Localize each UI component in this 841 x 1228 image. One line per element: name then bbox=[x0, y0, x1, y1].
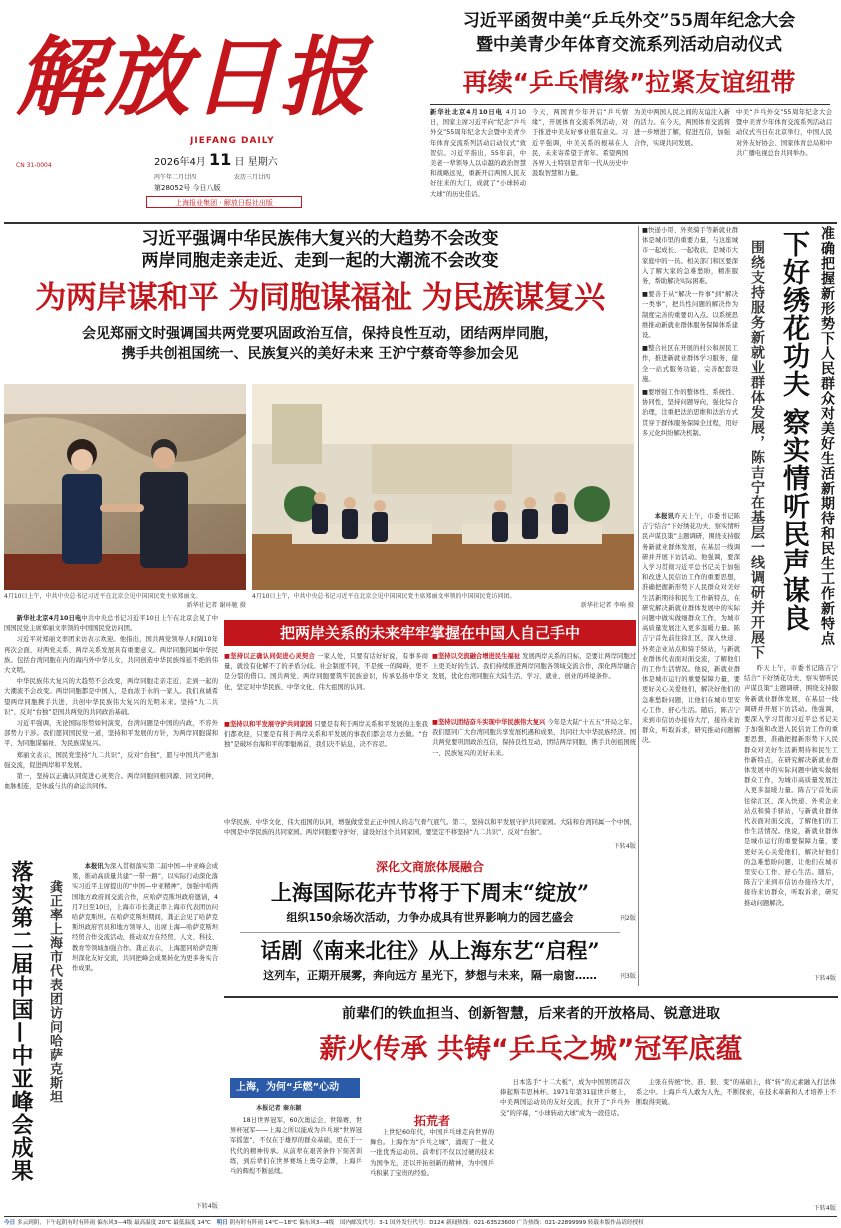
point-2-title: ■坚持以和平发展守护共同家园 bbox=[224, 721, 313, 728]
top-story bbox=[420, 2, 838, 220]
top-story-body-a: 4月10日，国家主席习近平向“纪念“乒乓外交”55周年纪念大会暨中美青少年体育交流系列活动启动仪式”致贺信。习近平指出，55年前，中美老一辈领导人以卓越的政治智慧和战略远见，重新开启两国人民友好往来的大门，成就了“小球转动大球”的历史佳话。 bbox=[430, 109, 526, 198]
point-4-text: 今年是大陆“十五五”开局之年。我们愿同广大台湾同胞共享发展机遇和成果，共同壮大中华民族经济。国共两党要巩固政治互信，保持良性互动，团结两岸同胞，携手共创祖国统一、民族复兴的美好未来。 bbox=[432, 719, 636, 757]
bottom-col-4 bbox=[636, 1078, 836, 1204]
left-bottom-jump[interactable]: 下转4版 bbox=[195, 1203, 218, 1210]
right-body-lead: 本报讯 bbox=[654, 513, 675, 520]
mid-deck-2: 携手共创祖国统一、民族复兴的美好未来 王沪宁蔡奇等参加会见 bbox=[121, 346, 519, 362]
masthead bbox=[4, 2, 416, 224]
top-story-headline-2: 暨中美青少年体育交流系列活动启动仪式 bbox=[476, 35, 782, 55]
main-article-p4: 习近平强调，无论国际形势如何演变，台湾问题是中国的内政，不容外部势力干涉。我们愿同国民党一道，坚持和平发展的方针，为两岸同胞谋和平、为同胞谋福祉、为民族谋复兴。 bbox=[4, 720, 218, 748]
culture-headline-2: 话剧《南来北往》从上海东艺“启程” bbox=[260, 938, 600, 963]
footer-tomorrow-weather: 阴有时有阵雨 14℃—18℃ 偏东风3—4级 bbox=[229, 1220, 335, 1226]
top-story-lead: 新华社北京4月10日电 bbox=[430, 109, 503, 116]
top-story-headline-1: 习近平函贺中美“乒乓外交”55周年纪念大会 bbox=[462, 11, 796, 31]
mid-kicker-2: 两岸同胞走亲走近、走到一起的大潮流不会改变 bbox=[141, 251, 499, 271]
right-body-upper bbox=[642, 512, 740, 976]
photo-handshake bbox=[4, 384, 246, 590]
masthead-date bbox=[154, 150, 354, 170]
caption-meeting: 4月10日上午，中共中央总书记习近平在北京会见中国国民党主席郑丽文率领的中国国民党访问团。 bbox=[252, 593, 516, 600]
right-bullet-3: ■整合社区在开展的村公和居民工作，推进新就业群体学习服务，健全一站式服务功能、完善配套设施。 bbox=[642, 345, 738, 383]
footer-contact: 国内邮发代号：3-1 国外发行代号：D124 新闻热线：021-63523600 广告热线：021-22899999 转载本版作品请经授权 bbox=[339, 1220, 644, 1226]
left-bottom-vertical-headline: 落实第二届中国—中亚峰会成果 bbox=[8, 860, 34, 1182]
bottom-p1: 18日世界冠军，60次奥运会、世锦赛、世界杯冠军——上海之所以能成为乒乓球“世界冠军摇篮”，不仅在于雄厚的群众基础，更在于一代代的精神传承。从前辈在艰苦条件下刻苦训练，到后辈们在世界赛场上勇夺金牌，上海乒乓的辉煌不断延续。 bbox=[230, 1117, 362, 1176]
right-body-text-lower: 昨天上午，市委书记陈吉宁结合“下好绣花功夫、察实情听民声谋良策”主题调研，围绕支持服务新就业群体发展，在基层一线调研并开展下访活动。他强调，要深入学习贯彻习近平总书记关于加强和改进人民信访工作的重要思想，准确把握新形势下人民群众对美好生活新期待和民生工作新特点，在研究解决新就业群体发展中的实际问题中做实做细群众工作，为城市高质量发展注入更多温暖力量。陈吉宁首先前往徐汇区，深入快递、外卖企业站点和骑手驿站，与新就业群体代表面对面交流，了解他们的工作生活情况。他说，新就业群体是城市运行的重要保障力量，要更好关心关爱他们，解决好他们的急难愁盼问题，让他们在城市里安心工作、舒心生活。随后，陈吉宁来到市信访办接待大厅，接待来访群众，听取诉求，研究推动问题解决。 bbox=[744, 665, 838, 907]
right-bullet-2: ■要善于从“解决一件事”到“解决一类事”，把共性问题的解决作为制度完善的重要切入点。以系统思维推动新就业群体服务保障体系建设。 bbox=[642, 291, 738, 340]
point-2 bbox=[224, 720, 428, 816]
mid-deck-1: 会见郑丽文时强调国共两党要巩固政治互信，保持良性互动，团结两岸同胞， bbox=[82, 326, 558, 342]
point-3-title: ■坚持以交流融合增进民生福祉 bbox=[432, 653, 521, 660]
footer-tomorrow-tag: 明日 bbox=[216, 1220, 228, 1226]
bottom-col-1 bbox=[230, 1116, 362, 1216]
bottom-main-headline: 薪火传承 共铸“乒乓之城”冠军底蕴 bbox=[319, 1034, 743, 1065]
main-article-left bbox=[4, 614, 218, 840]
culture-deck-1: 组织150余场次活动，力争办成具有世界影响力的园艺盛会 bbox=[286, 911, 574, 924]
right-vertical-deck: 围绕支持服务新就业群体发展，陈吉宁在基层一线调研并开展下 bbox=[749, 240, 765, 660]
point-4 bbox=[432, 718, 636, 816]
right-body-lower bbox=[744, 664, 838, 980]
point-4-title: ■坚持以团结奋斗实现中华民族伟大复兴 bbox=[432, 719, 546, 726]
bottom-byline: 本报记者 秦东颖 bbox=[256, 1105, 302, 1112]
masthead-lunar-right: 农历三月廿四 bbox=[234, 174, 271, 181]
right-jump[interactable]: 下转4版 bbox=[813, 975, 836, 982]
masthead-pinyin: JIEFANG DAILY bbox=[190, 136, 275, 146]
main-article-p3: 中华民族伟大复兴的大趋势不会改变，两岸同胞走亲走近、走到一起的大潮流不会改变。两岸同胞都是中国人，是血浓于水的一家人。我们真诚希望两岸同胞携手共进，共创中华民族伟大复兴的光明未来。坚持“九二共识”、反对“台独”是国共两党的共同政治基础。 bbox=[4, 678, 218, 716]
bottom-column-tag: 上海，为何“乒燃”心动 bbox=[230, 1078, 360, 1098]
culture-jump-1[interactable]: 刊2版 bbox=[619, 915, 636, 922]
masthead-issue: 第28052号 今日八版 bbox=[154, 184, 221, 192]
main-article-p6: 第一，坚持以正确认同促进心灵契合。两岸同胞同根同源、同文同种，血脉相连，是休戚与共的命运共同体。 bbox=[4, 773, 218, 791]
photo-meeting-image bbox=[252, 384, 634, 590]
footer bbox=[4, 1218, 837, 1228]
photo-handshake-image bbox=[4, 384, 246, 590]
right-bullet-1: ■快递小哥、外卖骑手等新就业群体是城市里的重要力量，与这座城市一起成长、一起收获，是城市大家庭中的一员。相关部门和区要深入了解大家的急难愁盼，精准服务，帮助解决实际困难。 bbox=[642, 227, 738, 286]
mid-main-headline: 为两岸谋和平 为同胞谋福祉 为民族谋复兴 bbox=[35, 280, 605, 316]
main-article-p5: 郑丽文表示，国民党坚持“九二共识”，反对“台独”，愿与中国共产党加强交流，促进两岸和平发展。 bbox=[4, 751, 218, 769]
date-rest: 日 星期六 bbox=[234, 157, 278, 168]
photo-meeting bbox=[252, 384, 634, 590]
footer-today-tag: 今日 bbox=[4, 1220, 16, 1226]
bottom-story-top-rule bbox=[224, 996, 838, 998]
bottom-kicker: 前辈们的铁血担当、创新智慧，后来者的开放格局、锐意进取 bbox=[342, 1006, 720, 1022]
right-column-rule bbox=[638, 226, 639, 986]
left-bottom-body bbox=[72, 862, 218, 1210]
left-bottom-text: 为深入贯彻落实第二届中国—中亚峰会成果，推动高质量共建“一带一路”，以实际行动深化落实习近平主席提出的“中国—中亚精神”，加强中哈两国地方政府间交流合作，应哈萨克斯坦政府邀请，4月7日至10日，上海市市长龚正率上海市代表团访问哈萨克斯坦。在哈萨克斯坦期间，龚正会见了哈萨克斯坦政府官员和地方领导人，出席上海—哈萨克斯坦经贸合作交流活动，推动双方在经贸、人文、科技、教育等领域加强合作。龚正表示，上海愿同哈萨克斯坦深化友好交流，共同把峰会成果转化为更多务实合作成果。 bbox=[72, 863, 218, 973]
culture-jump-2[interactable]: 刊3版 bbox=[619, 973, 636, 980]
credit-meeting: 新华社记者 李响 摄 bbox=[580, 602, 634, 609]
masthead-cn-code: CN 31-0004 bbox=[16, 162, 52, 169]
bottom-p3: 日本选手“十二大板”，成为中国男团首次捧起斯韦思林杯。1971年第31届世乒赛上，中美两国运动员的友好交流，拉开了“乒乓外交”的序幕，“小球转动大球”成为一段佳话。 bbox=[500, 1079, 630, 1117]
top-story-main-headline: 再续“乒乓情缘”拉紧友谊纽带 bbox=[462, 68, 796, 97]
right-bullet-4: ■要增强工作的整体性、系统性、协同性，坚持问题导向，强化综合治理，注重把法治思维和法治方式贯穿于群体服务保障全过程，用好多元化纠纷解决机制。 bbox=[642, 389, 738, 437]
culture-headline-1: 上海国际花卉节将于下周末“绽放” bbox=[270, 880, 590, 905]
right-vertical-kicker: 准确把握新形势下人民群众对美好生活新期待和民生工作新特点 bbox=[819, 226, 835, 646]
masthead-publisher: 上海报业集团 · 解放日报社出版 bbox=[146, 196, 302, 208]
bottom-side-title: 拓荒者 bbox=[413, 1114, 450, 1128]
top-story-col-4: 中美“乒乓外交”55周年纪念大会暨中美青少年体育交流系列活动启动仪式当日在北京举行，中国人民对外友好协会、国家体育总局和中共广播电视总台共同举办。 bbox=[736, 109, 832, 157]
point-3 bbox=[432, 652, 636, 712]
main-article-lead: 新华社北京4月10日电 bbox=[16, 615, 82, 622]
banner-cross-strait: 把两岸关系的未来牢牢掌握在中国人自己手中 bbox=[224, 620, 636, 646]
point-1-title: ■坚持以正确认同促进心灵契合 bbox=[224, 653, 316, 660]
top-story-col-1 bbox=[430, 108, 526, 218]
masthead-logo: 解放日报 bbox=[16, 27, 368, 128]
right-vertical-headline: 下好绣花功夫 察实情听民声谋良 bbox=[778, 230, 809, 633]
bottom-p2: 上世纪60年代，中国乒乓球走向世界的舞台。上海作为“乒乓之城”，涌现了一批又一批优秀运动员。前辈们不仅以过硬的技术为国争光，还以开拓创新的精神，为中国乒乓积累了宝贵的经验。 bbox=[370, 1129, 494, 1177]
culture-deck-2: 这列车，正期开展雾，奔向远方 星光下，梦想与未来，隔一扇窗…… bbox=[263, 969, 597, 982]
point-2-text: 只要是有利于两岸关系和平发展的主张我们都欢迎，只要是有利于两岸关系和平发展的事我们都会尽力去做。“台独”是破坏台海和平的罪魁祸首，我们决不姑息，决不容忍。 bbox=[224, 721, 428, 749]
caption-handshake: 4月10日上午，中共中央总书记习近平在北京会见中国国民党主席郑丽文。 bbox=[4, 593, 202, 600]
top-story-col-2: 今天，两国青少年开启“乒乓情缘”，开展体育交流系列活动，对于推进中美友好事业很有意义。习近平强调，中美关系的根基在人民，未来寄希望于青年。希望两国各界人士特别是青年一代从历史中汲取智慧和力量。 bbox=[532, 109, 628, 178]
bottom-col-2 bbox=[370, 1128, 494, 1216]
point-1 bbox=[224, 652, 428, 712]
mid-kicker-1: 习近平强调中华民族伟大复兴的大趋势不会改变 bbox=[141, 229, 499, 249]
footer-today-weather: 多云到阴，下午起阴有时有阵雨 偏东风3—4级 最高温度 20℃ 最低温度 14℃ bbox=[16, 1220, 211, 1226]
date-year: 2026年4月 bbox=[154, 157, 206, 168]
article-continuation: 中华民族、中华文化、伟大祖国的认同，增强做堂堂正正中国人的志气骨气底气。第二，坚持以和平发展守护共同家园。大陆和台湾同属一个中国，中国是中华民族的共同家园。两岸同胞要守护好、建设好这个共同家园，要坚定不移坚持“九二共识”、反对“台独”。 bbox=[224, 819, 636, 837]
credit-handshake: 新华社记者 谢环驰 摄 bbox=[186, 602, 246, 609]
main-article-p2: 习近平对郑丽文率团来访表示欢迎。他指出，国共两党领导人时隔10年再次会面，对两党关系、两岸关系发展具有重要意义。两岸同胞同属中华民族。包括台湾同胞在内的海内外中华儿女，共同创造中华民族绵延不绝的伟大文明。 bbox=[4, 636, 218, 675]
culture-divider bbox=[240, 932, 620, 933]
left-bottom-lead: 本报讯 bbox=[84, 863, 104, 870]
main-article-jump[interactable]: 下转4版 bbox=[613, 843, 636, 850]
bottom-col-3 bbox=[500, 1078, 630, 1216]
footer-rule bbox=[4, 1216, 837, 1217]
culture-banner: 深化文商旅体展融合 bbox=[375, 860, 484, 874]
right-bullets bbox=[642, 226, 738, 508]
bottom-p4: 主张在传统“快、准、狠、变”的基础上，将“转”的元素融入打法体系之中。上海乒乓人敢为人先，不断探索，在技术革新和人才培养上不断取得突破。 bbox=[636, 1079, 836, 1107]
point-1-text: 一家人处，只要有话好好说，有事多商量，就没有化解不了的矛盾分歧。社会制度不同，不是统一的障碍，更不是分裂的借口。国共两党、两岸同胞要筑牢民族意识，传承弘扬中华文化，坚定对中华民族、中华文化、伟大祖国的认同。 bbox=[224, 653, 428, 691]
main-article-p1: 中共中央总书记习近平10日上午在北京会见了中国国民党主席郑丽文率领的中国国民党访问团。 bbox=[4, 615, 218, 633]
masthead-lunar-left: 丙午年二月廿四 bbox=[154, 174, 197, 181]
left-bottom-vertical-deck: 龚正率上海市代表团访问哈萨克斯坦 bbox=[47, 880, 62, 1104]
top-story-rule bbox=[430, 104, 830, 105]
top-story-col-3: 为美中两国人民之间的友谊注入新的活力。在今天，两国体育交流将进一步增进了解，促进互信，加强合作，实现共同发展。 bbox=[634, 109, 730, 147]
date-day: 11 bbox=[209, 150, 232, 169]
right-body-text-upper: 昨天上午，市委书记陈吉宁结合“下好绣花功夫、察实情听民声谋良策”主题调研，围绕支持服务新就业群体发展，在基层一线调研并开展下访活动。他强调，要深入学习贯彻习近平总书记关于加强和改进人民信访工作的重要思想，准确把握新形势下人民群众对美好生活新期待和民生工作新特点，在研究解决新就业群体发展中的实际问题中做实做细群众工作，为城市高质量发展注入更多温暖力量。陈吉宁首先前往徐汇区，深入快递、外卖企业站点和骑手驿站，与新就业群体代表面对面交流，了解他们的工作生活情况。他说，新就业群体是城市运行的重要保障力量，要更好关心关爱他们，解决好他们的急难愁盼问题，让他们在城市里安心工作、舒心生活。随后，陈吉宁来到市信访办接待大厅，接待来访群众，听取诉求，研究推动问题解决。 bbox=[642, 513, 740, 745]
mid-headline-block bbox=[4, 224, 636, 384]
bottom-jump[interactable]: 下转4版 bbox=[813, 1205, 836, 1212]
point-3-text: 发展两岸关系的目标，是要让两岸同胞过上更美好的生活。我们持续推进两岸同胞各领域交流合作，深化两岸融合发展，优化台湾同胞在大陆生活、学习、就业、创业的环境条件。 bbox=[432, 653, 636, 681]
